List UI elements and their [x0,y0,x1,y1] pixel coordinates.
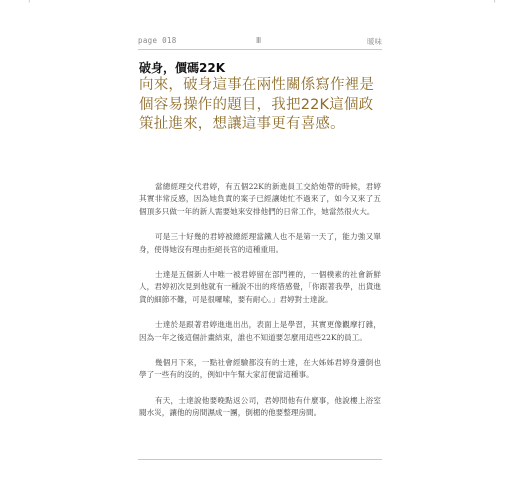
paragraph: 當總經理交代君婷，有五個22K的新進員工交給她帶的時候，君婷其實非常反感，因為她負責的案子已經讓她忙不過來了，如今又來了五個頂多只做一年的新人需要她來安排他們的日常工作，她當然很火大。 [139,182,381,216]
paragraph: 可是三十好幾的君婷被總經理當鐵人也不是第一天了，能力強又單身，使得她沒有理由拒絕長官的這種重用。 [139,232,381,254]
section-title: 破身，價碼22K [139,61,225,75]
pull-quote: 向來，破身這事在兩性關係寫作裡是個容易操作的題目，我把22K這個政策扯進來，想讓這事更有喜感。 [139,77,375,132]
running-header [138,36,382,48]
book-title-mark: 暖味 [367,37,382,46]
corner-mark-left: ' [28,0,31,10]
paragraph: 有天，士達說他要晚點返公司，君婷問他有什麼事，他說樓上浴室閥水災，讓他的房間濕成一團，倒楣的他要整理房間。 [139,395,381,418]
page-number: page 018 [138,36,177,45]
footer-rule [138,459,382,460]
paragraph: 幾個月下來，一點社會經驗都沒有的士達，在大姊姊君婷身邊倒也學了一些有的沒的，例如中午幫大家訂便當這種事。 [139,358,381,380]
corner-mark-right: ' [493,0,496,10]
body-text [139,181,381,433]
paragraph: 士達於是跟著君婷進進出出，表面上是學習，其實更像觀摩打雜，因為一年之後這個計畫結束，誰也不知道要怎麼用這些22K的員工。 [139,320,381,342]
chapter-mark: Ⅲ [256,36,262,45]
paragraph: 士達是五個新人中唯一被君婷留在部門裡的，一個樸素的社會新鮮人，君婷初次見到他就有一種說不出的疼惜感覺，「你跟著我學，出貨進貨的細節不難，可是很囉嗦，要有耐心。」君婷對士達說。 [139,270,381,304]
header-rule [138,49,382,50]
